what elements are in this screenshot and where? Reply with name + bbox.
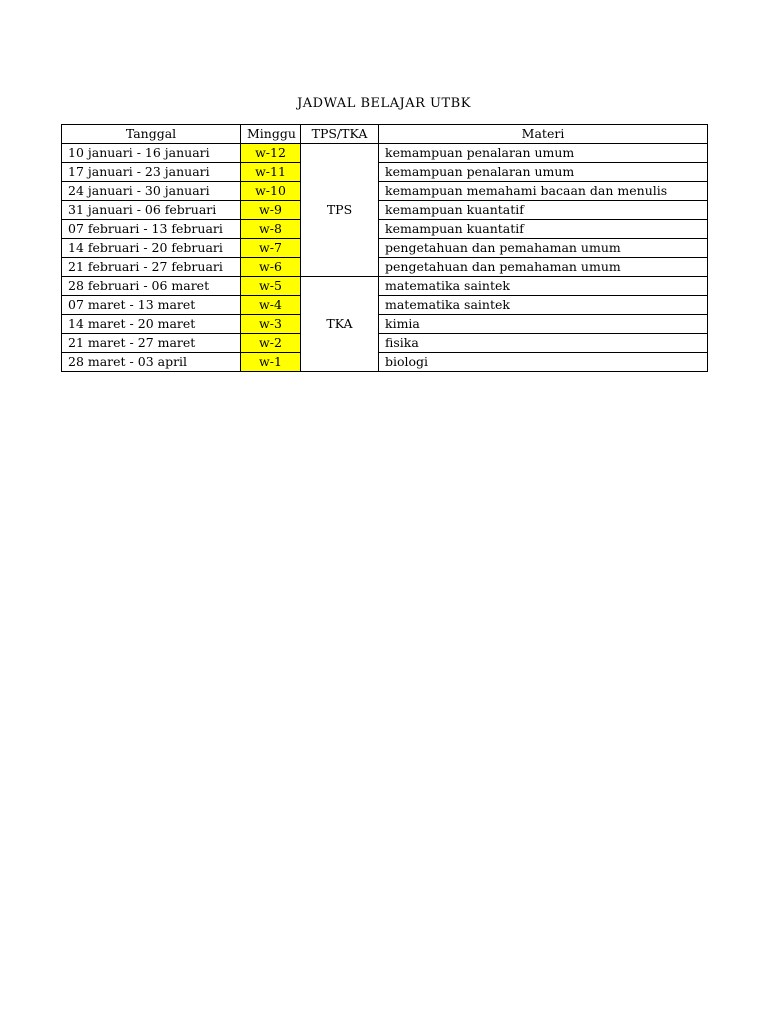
material-cell: fisika <box>379 334 708 353</box>
material-cell: kemampuan kuantatif <box>379 201 708 220</box>
week-cell: w-5 <box>241 277 301 296</box>
week-cell: w-12 <box>241 144 301 163</box>
exam-type-cell: TKA <box>301 277 379 372</box>
table-row <box>62 220 708 239</box>
date-range-cell: 28 maret - 03 april <box>62 353 241 372</box>
table-row <box>62 296 708 315</box>
week-cell: w-6 <box>241 258 301 277</box>
week-cell: w-2 <box>241 334 301 353</box>
table-row <box>62 239 708 258</box>
week-cell: w-8 <box>241 220 301 239</box>
table-row <box>62 182 708 201</box>
week-cell: w-4 <box>241 296 301 315</box>
table-row <box>62 277 708 296</box>
date-range-cell: 07 februari - 13 februari <box>62 220 241 239</box>
material-cell: pengetahuan dan pemahaman umum <box>379 239 708 258</box>
table-row <box>62 258 708 277</box>
study-schedule-table <box>61 124 708 372</box>
material-cell: kemampuan penalaran umum <box>379 163 708 182</box>
header-week: Minggu <box>241 125 301 144</box>
week-cell: w-10 <box>241 182 301 201</box>
date-range-cell: 14 maret - 20 maret <box>62 315 241 334</box>
week-cell: w-11 <box>241 163 301 182</box>
table-row <box>62 334 708 353</box>
material-cell: matematika saintek <box>379 296 708 315</box>
table-row <box>62 201 708 220</box>
date-range-cell: 31 januari - 06 februari <box>62 201 241 220</box>
table-row <box>62 315 708 334</box>
material-cell: kemampuan kuantatif <box>379 220 708 239</box>
material-cell: kimia <box>379 315 708 334</box>
material-cell: kemampuan memahami bacaan dan menulis <box>379 182 708 201</box>
table-row <box>62 144 708 163</box>
week-cell: w-1 <box>241 353 301 372</box>
document-title: JADWAL BELAJAR UTBK <box>297 96 471 111</box>
week-cell: w-7 <box>241 239 301 258</box>
week-cell: w-9 <box>241 201 301 220</box>
material-cell: matematika saintek <box>379 277 708 296</box>
date-range-cell: 21 februari - 27 februari <box>62 258 241 277</box>
date-range-cell: 14 februari - 20 februari <box>62 239 241 258</box>
header-material: Materi <box>379 125 708 144</box>
material-cell: kemampuan penalaran umum <box>379 144 708 163</box>
table-body <box>62 144 708 372</box>
exam-type-cell: TPS <box>301 144 379 277</box>
material-cell: biologi <box>379 353 708 372</box>
header-type: TPS/TKA <box>301 125 379 144</box>
date-range-cell: 10 januari - 16 januari <box>62 144 241 163</box>
date-range-cell: 07 maret - 13 maret <box>62 296 241 315</box>
date-range-cell: 24 januari - 30 januari <box>62 182 241 201</box>
date-range-cell: 17 januari - 23 januari <box>62 163 241 182</box>
week-cell: w-3 <box>241 315 301 334</box>
date-range-cell: 28 februari - 06 maret <box>62 277 241 296</box>
date-range-cell: 21 maret - 27 maret <box>62 334 241 353</box>
table-header-row <box>62 125 708 144</box>
table-row <box>62 353 708 372</box>
header-date: Tanggal <box>62 125 241 144</box>
table-row <box>62 163 708 182</box>
material-cell: pengetahuan dan pemahaman umum <box>379 258 708 277</box>
